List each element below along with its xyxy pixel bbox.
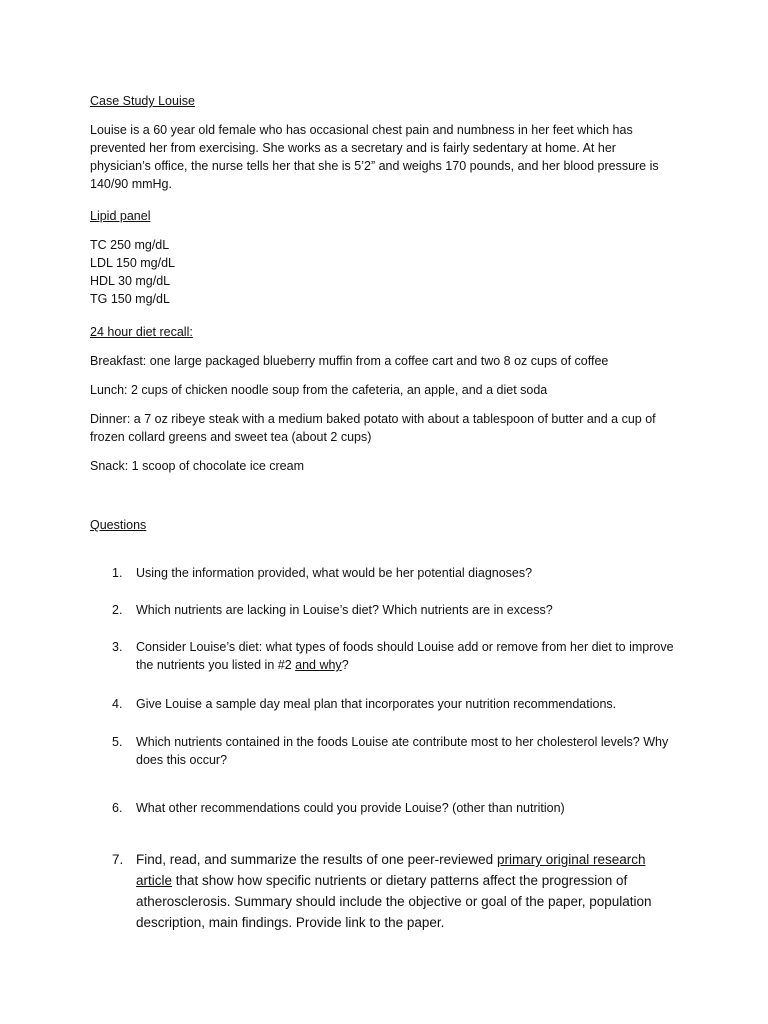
document-title: Case Study Louise bbox=[90, 94, 195, 108]
lipid-item-tg: TG 150 mg/dL bbox=[90, 292, 170, 306]
question-text-part: that show how specific nutrients or dietary patterns affect the progression of atherosclerosis. Summary should include the objective or goal of the paper, population description, main findings. Provide link to the paper. bbox=[136, 873, 652, 930]
question-text bbox=[136, 638, 684, 674]
underlined-phrase: and why bbox=[295, 658, 342, 672]
question-text: Give Louise a sample day meal plan that incorporates your nutrition recommendations. bbox=[136, 697, 617, 711]
lipid-item-ldl: LDL 150 mg/dL bbox=[90, 256, 176, 270]
question-text: Which nutrients contained in the foods Louise ate contribute most to her cholesterol levels? Why does this occur? bbox=[136, 735, 669, 767]
breakfast-line: Breakfast: one large packaged blueberry muffin from a coffee cart and two 8 oz cups of coffee bbox=[90, 354, 609, 368]
lipid-panel-list bbox=[90, 236, 680, 308]
snack-line: Snack: 1 scoop of chocolate ice cream bbox=[90, 459, 305, 473]
question-number: 2. bbox=[112, 603, 123, 617]
questions-heading: Questions bbox=[90, 518, 147, 532]
intro-paragraph: Louise is a 60 year old female who has occasional chest pain and numbness in her feet which has prevented her from exercising. She works as a secretary and is fairly sedentary at home. At her physician’s office, the nurse tells her that she is 5’2” and weighs 170 pounds, and her blood pressure is 140/90 mmHg. bbox=[90, 123, 659, 191]
lunch-line: Lunch: 2 cups of chicken noodle soup from the cafeteria, an apple, and a diet soda bbox=[90, 383, 548, 397]
lipid-item-tc: TC 250 mg/dL bbox=[90, 238, 170, 252]
question-number: 3. bbox=[112, 640, 123, 654]
diet-recall-heading: 24 hour diet recall: bbox=[90, 325, 193, 339]
dinner-paragraph: Dinner: a 7 oz ribeye steak with a medium baked potato with about a tablespoon of butter and a cup of frozen collard greens and sweet tea (about 2 cups) bbox=[90, 412, 656, 444]
question-number: 6. bbox=[112, 801, 123, 815]
question-number: 7. bbox=[112, 852, 124, 867]
question-text-part: ? bbox=[341, 658, 349, 672]
question-text-part: Find, read, and summarize the results of one peer-reviewed bbox=[136, 852, 497, 867]
question-number: 5. bbox=[112, 735, 123, 749]
lipid-panel-heading: Lipid panel bbox=[90, 209, 151, 223]
question-text: What other recommendations could you provide Louise? (other than nutrition) bbox=[136, 801, 565, 815]
question-number: 4. bbox=[112, 697, 123, 711]
lipid-item-hdl: HDL 30 mg/dL bbox=[90, 274, 171, 288]
question-number: 1. bbox=[112, 566, 123, 580]
question-text: Which nutrients are lacking in Louise’s diet? Which nutrients are in excess? bbox=[136, 603, 553, 617]
question-text-part: Consider Louise’s diet: what types of foods should Louise add or remove from her diet to improve the nutrients you listed in #2 bbox=[136, 640, 674, 672]
question-text: Using the information provided, what would be her potential diagnoses? bbox=[136, 566, 533, 580]
underlined-phrase: primary original research article bbox=[136, 852, 646, 888]
question-text bbox=[136, 849, 684, 933]
